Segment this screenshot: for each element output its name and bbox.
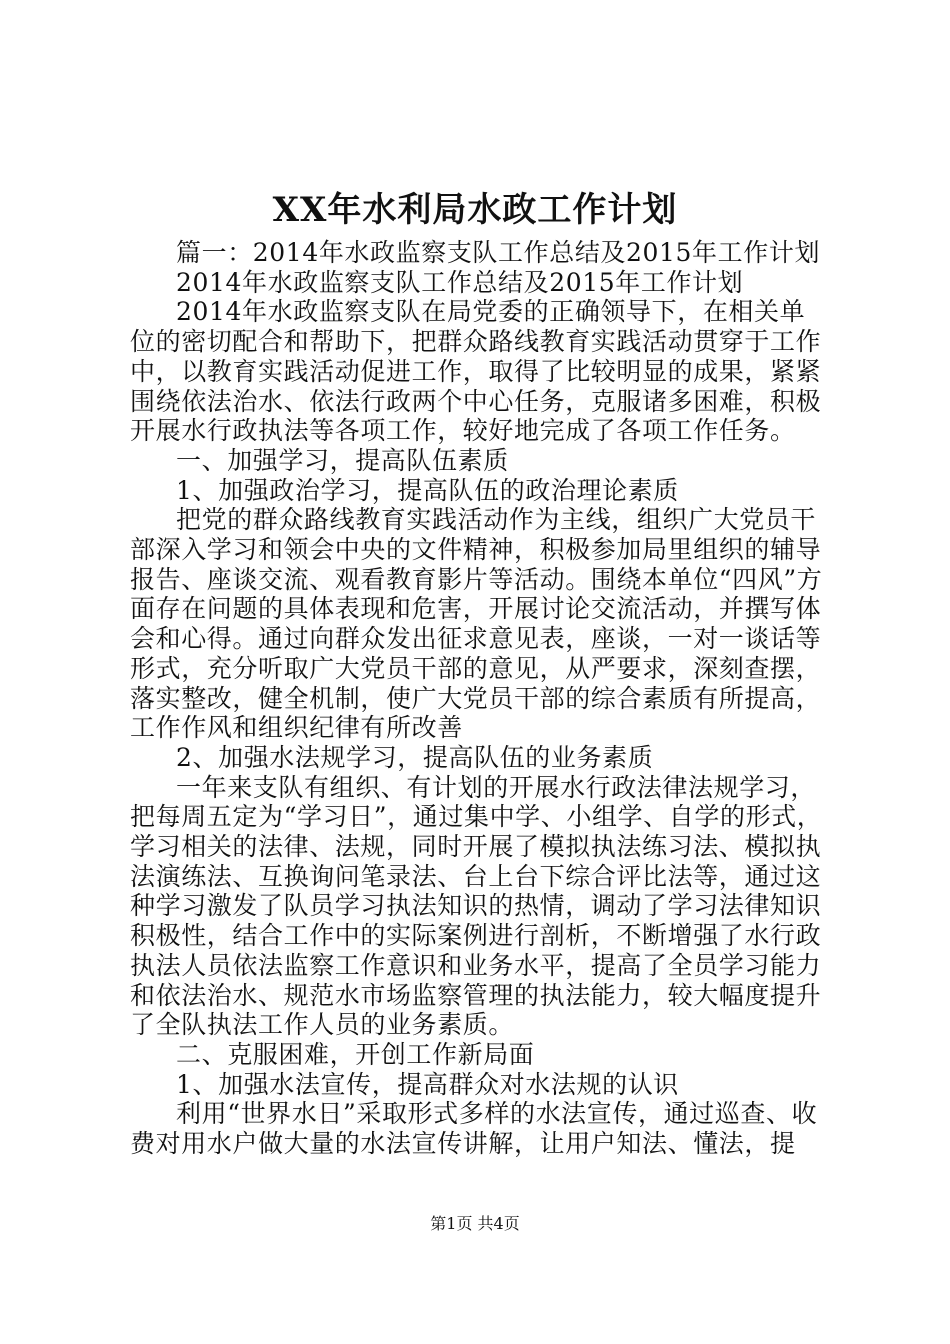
paragraph-subtitle: 2014年水政监察支队工作总结及2015年工作计划 <box>176 267 744 297</box>
paragraph-political-study: 把党的群众路线教育实践活动作为主线，组织广大党员干部深入学习和领会中央的文件精神，积极参加局里组织的辅导报告、座谈交流、观看教育影片等活动。围绕本单位“四风”方面存在问题的具体表现和危害，开展讨论交流活动，并撰写体会和心得。通过向群众发出征求意见表，座谈，一对一谈话等形式，充分听取广大党员干部的意见，从严要求，深刻查摆，落实整改，健全机制，使广大党员干部的综合素质有所提高，工作作风和组织纪律有所改善 <box>130 505 823 743</box>
paragraph-law-study: 一年来支队有组织、有计划的开展水行政法律法规学习，把每周五定为“学习日”，通过集中学、小组学、自学的形式，学习相关的法律、法规，同时开展了模拟执法练习法、模拟执法演练法、互换询问笔录法、台上台下综合评比法等，通过这种学习激发了队员学习执法知识的热情，调动了学习法律知识积极性，结合工作中的实际案例进行剖析，不断增强了水行政执法人员依法监察工作意识和业务水平，提高了全员学习能力和依法治水、规范水市场监察管理的执法能力，较大幅度提升了全队执法工作人员的业务素质。 <box>130 772 823 1040</box>
document-body <box>130 238 830 1159</box>
subsection-heading-1-1: 1、加强政治学习，提高队伍的政治理论素质 <box>176 475 679 505</box>
paragraph-article-heading: 篇一：2014年水政监察支队工作总结及2015年工作计划 <box>176 238 821 267</box>
subsection-heading-1-2: 2、加强水法规学习，提高队伍的业务素质 <box>176 742 654 772</box>
document-title: XX年水利局水政工作计划 <box>272 190 678 230</box>
section-heading-1: 一、加强学习，提高队伍素质 <box>176 445 509 475</box>
paragraph-publicity: 利用“世界水日”采取形式多样的水法宣传，通过巡查、收费对用水户做大量的水法宣传讲解，让用户知法、懂法，提 <box>130 1099 818 1159</box>
page-number-footer: 第1页 共4页 <box>430 1214 520 1233</box>
section-heading-2: 二、克服困难，开创工作新局面 <box>176 1039 535 1069</box>
paragraph-intro: 2014年水政监察支队在局党委的正确领导下，在相关单位的密切配合和帮助下，把群众路线教育实践活动贯穿于工作中，以教育实践活动促进工作，取得了比较明显的成果，紧紧围绕依法治水、依法行政两个中心任务，克服诸多困难，积极开展水行政执法等各项工作，较好地完成了各项工作任务。 <box>130 297 822 446</box>
subsection-heading-2-1: 1、加强水法宣传，提高群众对水法规的认识 <box>176 1069 679 1099</box>
